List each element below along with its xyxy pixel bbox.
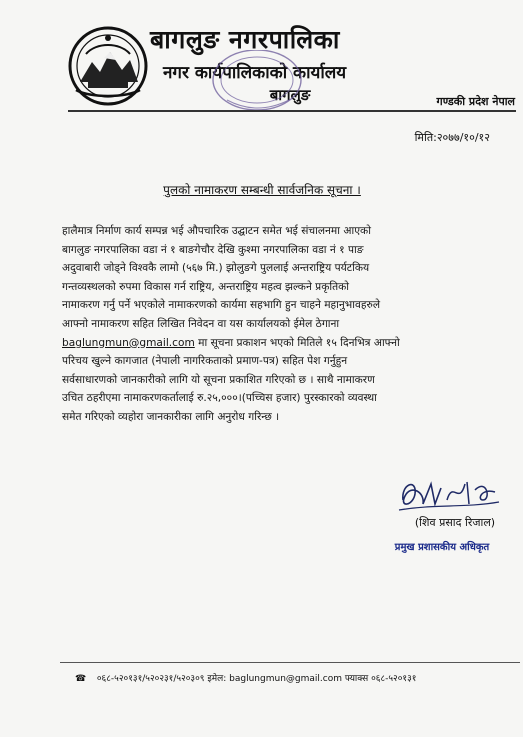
telephone-icon: ☎ — [75, 674, 87, 684]
body-line: गन्तव्यस्थलको रुपमा विकास गर्न राष्ट्रिय, अन्तराष्ट्रिय महत्व झल्कने प्रकृतिको — [62, 280, 350, 293]
footer-fax: ०६८-५२०१३१ — [371, 674, 417, 684]
body-line: अदुवाबारी जोड्ने विश्वकै लामो (५६७ मि.) झोलुङगे पुललाई अन्तराष्ट्रिय पर्यटकिय — [62, 262, 370, 275]
body-line: नामाकरण गर्नु पर्ने भएकोले नामाकरणको कार्यमा सहभागि हुन चाहने महानुभावहरुले — [62, 299, 381, 312]
notice-email-link[interactable]: baglungmun@gmail.com — [62, 336, 195, 349]
footer-phones: ०६८-५२०१३१/५२०२३१/५२०३०९ — [96, 674, 205, 684]
notice-body — [62, 222, 484, 427]
handwritten-signature — [395, 470, 505, 515]
body-line: सर्वसाधारणको जानकारीको लागि यो सूचना प्रकाशित गरिएको छ । साथै नामाकरण — [62, 373, 375, 386]
organization-name: बागलुङ नगरपालिका — [150, 25, 340, 54]
notice-subject-text: पुलको नामाकरण सम्बन्धी सार्वजनिक सूचना । — [163, 183, 361, 197]
body-line: हालैमात्र निर्माण कार्य सम्पन्न भई औपचारिक उद्घाटन समेत भई संचालनमा आएको — [62, 225, 371, 237]
notice-subject — [60, 181, 464, 198]
office-name: नगर कार्यपालिकाको कार्यालय — [163, 63, 347, 83]
body-line: परिचय खुल्ने कागजात (नेपाली नागरिकताको प्रमाण-पत्र) सहित पेश गर्नुहुन — [62, 355, 348, 368]
body-line: आफ्नो नामाकरण सहित लिखित निवेदन वा यस कार्यालयको ईमेल ठेगाना — [62, 317, 340, 330]
district-name: बागलुङ — [269, 86, 311, 104]
footer-email[interactable]: baglungmun@gmail.com — [229, 674, 342, 684]
signatory-title: प्रमुख प्रशासकीय अधिकृत — [394, 542, 490, 553]
body-line: समेत गरिएको व्यहोरा जानकारीका लागि अनुरोध गरिन्छ । — [62, 410, 280, 423]
header-divider — [68, 110, 516, 112]
notice-date: मिति:२०७७/१०/१२ — [414, 131, 490, 144]
footer-contact — [75, 671, 515, 684]
footer-email-label: इमेल: — [207, 674, 227, 684]
signatory-name: (शिव प्रसाद रिजाल) — [414, 516, 496, 529]
municipality-emblem-icon — [66, 24, 150, 108]
body-line — [62, 334, 484, 353]
body-line: बागलुङ नगरपालिका वडा नं १ बाङगेचौर देखि कुश्मा नगरपालिका वडा नं १ पाङ — [62, 243, 364, 256]
footer-fax-label: फ्याक्स — [344, 674, 369, 684]
body-line: उचित ठहरीएमा नामाकरणकर्तालाई रु.२५,०००।(पच्चिस हजार) पुरस्कारको व्यवस्था — [62, 392, 377, 405]
province-name: गण्डकी प्रदेश नेपाल — [436, 95, 515, 108]
footer-divider — [60, 662, 520, 663]
body-line-rest: मा सूचना प्रकाशन भएको मितिले १५ दिनभित्र आफ्नो — [194, 336, 400, 349]
